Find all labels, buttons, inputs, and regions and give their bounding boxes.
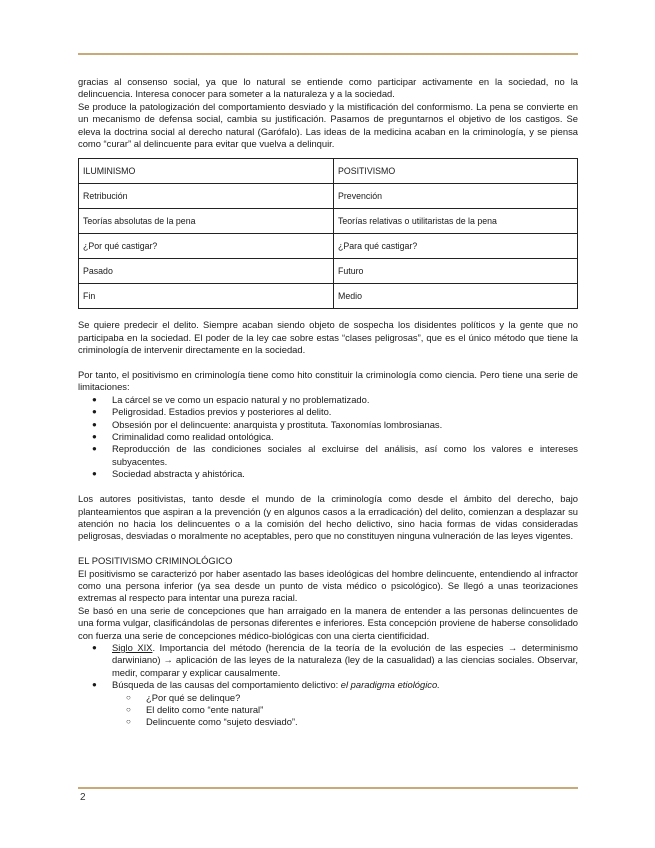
table-row <box>79 284 578 309</box>
table-cell: ¿Para qué castigar? <box>334 234 578 259</box>
section-title: EL POSITIVISMO CRIMINOLÓGICO <box>78 555 233 567</box>
table-cell: Prevención <box>334 184 578 209</box>
table-cell: Medio <box>334 284 578 309</box>
positivism-bullets <box>78 642 578 729</box>
list-item: ● Criminalidad como realidad ontológica. <box>112 431 578 443</box>
list-item: ● La cárcel se ve como un espacio natural y no problematizado. <box>112 394 578 406</box>
table-row <box>79 209 578 234</box>
paragraph-autores: Los autores positivistas, tanto desde el mundo de la criminología como desde el ámbito del derecho, bajo planteamientos que aspiran a la prevención (y en algunos casos a la erradicación) del delito, comienzan a desplazar su atención no hacia los delincuentes o a la comisión del hecho delictivo, sino hacia formas de vidas consideradas peligrosas, desviadas o moralmente no aceptables, pero que no constituyen ninguna vulneración de las leyes vigentes. <box>78 493 578 542</box>
list-item-text: Búsqueda de las causas del comportamiento delictivo: <box>112 679 341 691</box>
paragraph-positivismo-1: El positivismo se caracterizó por haber asentado las bases ideológicas del hombre delincuente, entendiendo al infractor como una persona inferior (ya sea desde un punto de vista médico o psicológico). Se llegó a unas teorizaciones extremas al respecto para intentar una pureza racial. <box>78 567 578 604</box>
table-cell: Futuro <box>334 259 578 284</box>
table-cell: Fin <box>79 284 334 309</box>
paragraph-intro-2: Se produce la patologización del comportamiento desviado y la mistificación del conformismo. La pena se convierte en un mecanismo de defensa social, cambia su justificación. Pasamos de preguntarnos el objetivo de los castigos. Se eleva la doctrina social al derecho natural (Garófalo). Las ideas de la medicina acaban en la criminología, y se piensa como “curar” al delincuente para evitar que vuelva a delinquir. <box>78 100 578 150</box>
table-header-cell: POSITIVISMO <box>334 159 578 184</box>
list-item-text: . Importancia del método (herencia de la teoría de la evolución de las especies → determinismo darwiniano) → aplicación de las leyes de la naturaleza (ley de la casualidad) a las ciencias sociales. Observar, medir, comparar y explicar causalmente. <box>112 641 579 678</box>
siglo-xix-link: Siglo XIX <box>112 641 153 653</box>
list-item <box>112 642 578 679</box>
sub-list-item: ○ ¿Por qué se delinque? <box>146 692 578 704</box>
table-cell: ¿Por qué castigar? <box>79 234 334 259</box>
paragraph-positivismo-2: Se basó en una serie de concepciones que han arraigado en la manera de entender a las personas delincuentes de una forma vulgar, clasificándolas de personas diferentes e inferiores. Esta concepción proviene de haberse consolidado con fuerza una serie de concepciones médico-biológicas con una cierta cientificidad. <box>78 604 578 641</box>
header-rule <box>78 53 578 55</box>
list-item <box>112 679 578 729</box>
table-cell: Pasado <box>79 259 334 284</box>
paragraph-limitaciones: Por tanto, el positivismo en criminología tiene como hito constituir la criminología como ciencia. Pero tiene una serie de limitaciones: <box>78 369 578 393</box>
footer-rule <box>78 787 578 789</box>
list-item-italic: el paradigma etiológico. <box>340 679 440 691</box>
document-body <box>78 76 578 729</box>
sub-list <box>112 692 578 729</box>
table-cell: Retribución <box>79 184 334 209</box>
table-row <box>79 159 578 184</box>
table-cell: Teorías relativas o utilitaristas de la pena <box>334 209 578 234</box>
sub-list-item: ○ El delito como “ente natural” <box>146 704 578 716</box>
paragraph-delito: Se quiere predecir el delito. Siempre acaban siendo objeto de sospecha los disidentes políticos y la gente que no participaba en la sociedad. El poder de la ley cae sobre estas “clases peligrosas”, que es el único método que tiene la criminología de intervenir directamente en la sociedad. <box>78 319 578 356</box>
paragraph-intro-1: gracias al consenso social, ya que lo natural se entiende como participar activamente en la sociedad, no la delincuencia. Interesa conocer para someter a la naturaleza y a la sociedad. <box>78 76 578 100</box>
page-number: 2 <box>80 792 86 803</box>
table-cell: Teorías absolutas de la pena <box>79 209 334 234</box>
comparison-table <box>78 158 578 309</box>
table-row <box>79 234 578 259</box>
list-item: ● Peligrosidad. Estadios previos y posteriores al delito. <box>112 406 578 418</box>
sub-list-item: ○ Delincuente como “sujeto desviado”. <box>146 716 578 728</box>
table-row <box>79 259 578 284</box>
limitations-list <box>78 394 578 481</box>
table-row <box>79 184 578 209</box>
table-header-cell: ILUMINISMO <box>79 159 334 184</box>
list-item: ● Reproducción de las condiciones sociales al excluirse del análisis, así como los valores e intereses subyacentes. <box>112 443 578 468</box>
list-item: ● Sociedad abstracta y ahistórica. <box>112 468 578 480</box>
list-item: ● Obsesión por el delincuente: anarquista y prostituta. Taxonomías lombrosianas. <box>112 419 578 431</box>
